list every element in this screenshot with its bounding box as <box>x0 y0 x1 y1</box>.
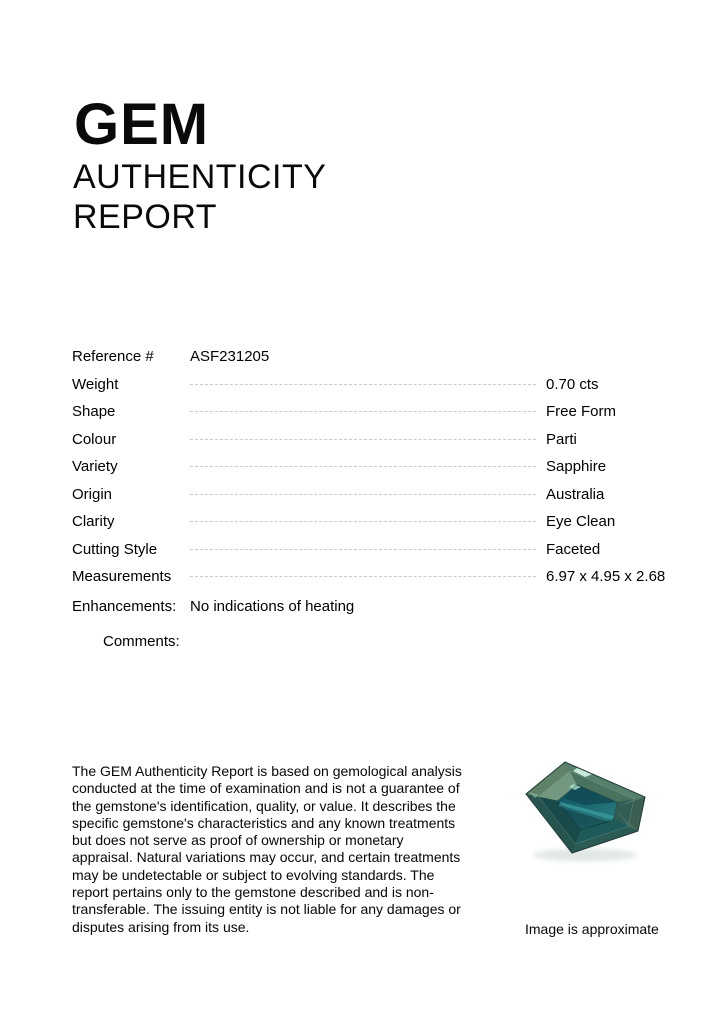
gem-photo <box>513 748 677 872</box>
field-row-variety <box>72 458 664 475</box>
field-row-reference <box>72 348 664 365</box>
leader-line <box>190 458 536 467</box>
field-row-comments <box>72 633 664 650</box>
field-label: Origin <box>72 485 113 503</box>
gem-illustration <box>513 748 677 872</box>
field-label: Cutting Style <box>72 540 158 558</box>
field-row-weight <box>72 376 664 393</box>
report-title-line2: REPORT <box>73 198 218 236</box>
leader-line <box>190 513 536 522</box>
disclaimer-text: The GEM Authenticity Report is based on gemological analysis conducted at the time of examination and is not a guarantee of the gemstone's identification, quality, or value. It describes the specific gemstone's characteristics and any known treatments but does not serve as proof of ownership or monetary appraisal. Natural variations may occur, and certain treatments may be undetectable or subject to evolving standards. The report pertains only to the gemstone described and is non-transferable. The issuing entity is not liable for any damages or disputes arising from its use. <box>72 763 462 935</box>
field-value: No indications of heating <box>190 597 355 615</box>
field-label: Variety <box>72 458 118 475</box>
field-label: Enhancements: <box>72 597 177 615</box>
leader-line <box>190 403 536 412</box>
field-label: Shape <box>72 403 116 420</box>
field-value: 0.70 cts <box>546 375 599 393</box>
field-row-colour <box>72 431 664 448</box>
field-row-shape <box>72 403 664 420</box>
leader-line <box>190 376 536 385</box>
leader-line <box>190 431 536 440</box>
field-row-enhancements <box>72 598 664 615</box>
field-row-clarity <box>72 513 664 530</box>
field-value: 6.97 x 4.95 x 2.68 <box>546 568 666 585</box>
field-label: Clarity <box>72 513 115 530</box>
leader-line <box>190 486 536 495</box>
field-value: Parti <box>546 430 577 448</box>
field-value: Australia <box>546 485 605 503</box>
field-label: Reference # <box>72 348 154 365</box>
field-value: Free Form <box>546 403 617 420</box>
field-value: ASF231205 <box>190 348 270 365</box>
report-title-line1: AUTHENTICITY <box>73 158 327 196</box>
field-value: Eye Clean <box>546 513 616 530</box>
field-value: Faceted <box>546 540 601 558</box>
leader-line <box>190 568 536 577</box>
brand-title: GEM <box>74 92 210 157</box>
field-label: Colour <box>72 430 117 448</box>
report-title <box>73 157 326 237</box>
field-row-origin <box>72 486 664 503</box>
field-label: Weight <box>72 375 119 393</box>
field-row-cutting-style <box>72 541 664 558</box>
field-label: Measurements <box>72 568 172 585</box>
gem-caption: Image is approximate <box>525 921 659 937</box>
field-row-measurements <box>72 568 664 585</box>
field-list <box>72 348 664 660</box>
leader-line <box>190 541 536 550</box>
field-label: Comments: <box>103 632 180 650</box>
field-value: Sapphire <box>546 458 607 475</box>
